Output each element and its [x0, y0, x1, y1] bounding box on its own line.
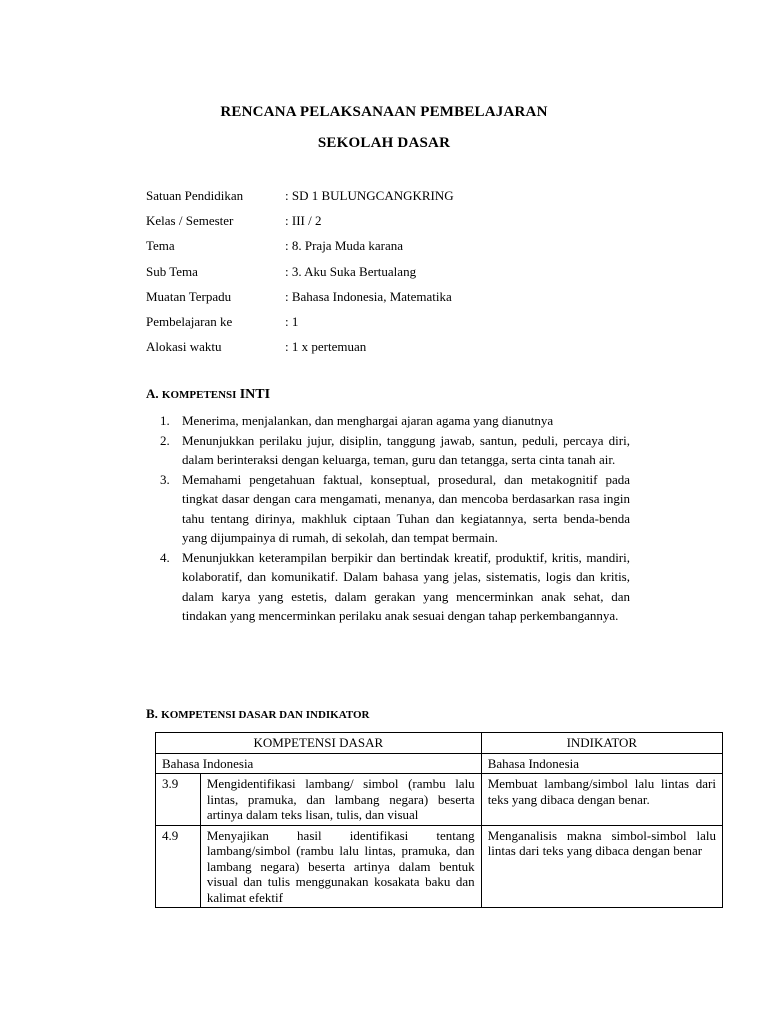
info-label: Sub Tema	[146, 263, 198, 279]
list-item-text: Menunjukkan perilaku jujur, disiplin, tanggung jawab, santun, peduli, percaya diri, dalam berinteraksi dengan keluarga, teman, guru dan tetangga, serta cinta tanah air.	[182, 432, 630, 467]
column-header-kompetensi-dasar: KOMPETENSI DASAR	[156, 733, 482, 754]
list-item-text: Menunjukkan keterampilan berpikir dan bertindak kreatif, produktif, kritis, mandiri, kolaboratif, dan komunikatif. Dalam bahasa yang jelas, sistematis, logis dan kritis, dalam karya yang estetis, dalam gerakan yang mencerminkan anak sehat, dan tindakan yang mencerminkan perilaku anak sesuai dengan tahap perkembangannya.	[182, 549, 630, 623]
indikator-cell: Menganalisis makna simbol-simbol lalu lintas dari teks yang dibaca dengan benar	[481, 825, 722, 908]
section-b-title: KOMPETENSI DASAR DAN INDIKATOR	[161, 709, 370, 721]
list-item-number: 3.	[160, 471, 170, 487]
subject-cell-indikator: Bahasa Indonesia	[481, 753, 722, 774]
info-label: Satuan Pendidikan	[146, 188, 244, 203]
info-row	[146, 187, 686, 212]
list-item	[160, 411, 630, 431]
table-subject-row	[156, 753, 723, 774]
list-item-text: Menerima, menjalankan, dan menghargai ajaran agama yang dianutnya	[182, 413, 554, 428]
document-subtitle: SEKOLAH DASAR	[317, 135, 451, 151]
table-row	[156, 774, 723, 826]
kd-number-cell: 3.9	[156, 774, 201, 826]
table-row	[156, 825, 723, 908]
info-value: : 8. Praja Muda karana	[285, 238, 404, 254]
subject-cell-kd: Bahasa Indonesia	[156, 753, 482, 774]
info-label: Tema	[146, 238, 175, 254]
identity-block	[146, 187, 686, 363]
kd-text-cell: Menyajikan hasil identifikasi tentang lambang/simbol (rambu lalu lintas, pramuka, dan lambang negara) beserta artinya dalam bentuk visual dan tulis menggunakan kosakata baku dan kalimat efektif	[200, 825, 481, 908]
list-item	[160, 431, 630, 470]
info-label: Kelas / Semester	[146, 213, 234, 229]
info-row	[146, 263, 686, 288]
info-label: Pembelajaran ke	[146, 313, 233, 329]
table-header-row	[156, 733, 723, 754]
info-value: : III / 2	[285, 213, 322, 229]
column-header-indikator: INDIKATOR	[481, 733, 722, 754]
info-value: : 1	[285, 313, 299, 329]
list-item-number: 4.	[160, 549, 170, 565]
info-value: : 3. Aku Suka Bertualang	[285, 263, 417, 279]
info-row	[146, 288, 686, 313]
info-row	[146, 237, 686, 262]
section-a-prefix: A.	[146, 386, 159, 401]
info-label: Alokasi waktu	[146, 339, 222, 355]
info-label: Muatan Terpadu	[146, 288, 232, 304]
info-value: : 1 x pertemuan	[285, 339, 367, 355]
list-item	[160, 470, 630, 548]
info-value: : Bahasa Indonesia, Matematika	[285, 288, 452, 304]
info-row	[146, 313, 686, 338]
indikator-cell: Membuat lambang/simbol lalu lintas dari teks yang dibaca dengan benar.	[481, 774, 722, 826]
list-item-text: Memahami pengetahuan faktual, konseptual, prosedural, dan metakognitif pada tingkat dasar dengan cara mengamati, menanya, dan mencoba berdasarkan rasa ingin tahu tentang dirinya, makhluk ciptaan Tuhan dan kegiatannya, serta benda-benda yang dijumpainya di rumah, di sekolah, dan tempat bermain.	[182, 471, 630, 545]
info-value: : SD 1 BULUNGCANGKRING	[285, 188, 454, 203]
kompetensi-dasar-table	[155, 732, 723, 908]
kd-number-cell: 4.9	[156, 825, 201, 908]
section-a-heading	[146, 386, 270, 403]
section-a-title-last: INTI	[239, 387, 271, 402]
kd-text-cell: Mengidentifikasi lambang/ simbol (rambu lalu lintas, pramuka, dan lambang negara) beserta artinya dalam teks lisan, tulis, dan visual	[200, 774, 481, 826]
document-title: RENCANA PELAKSANAAN PEMBELAJARAN	[220, 104, 548, 120]
kompetensi-inti-list	[160, 411, 630, 626]
list-item	[160, 548, 630, 626]
section-a-title: KOMPETENSI	[161, 389, 237, 401]
section-b-prefix: B.	[146, 706, 158, 721]
info-row	[146, 338, 686, 363]
list-item-number: 1.	[160, 413, 170, 428]
list-item-number: 2.	[160, 432, 170, 448]
info-row	[146, 212, 686, 237]
section-b-heading	[146, 706, 369, 722]
